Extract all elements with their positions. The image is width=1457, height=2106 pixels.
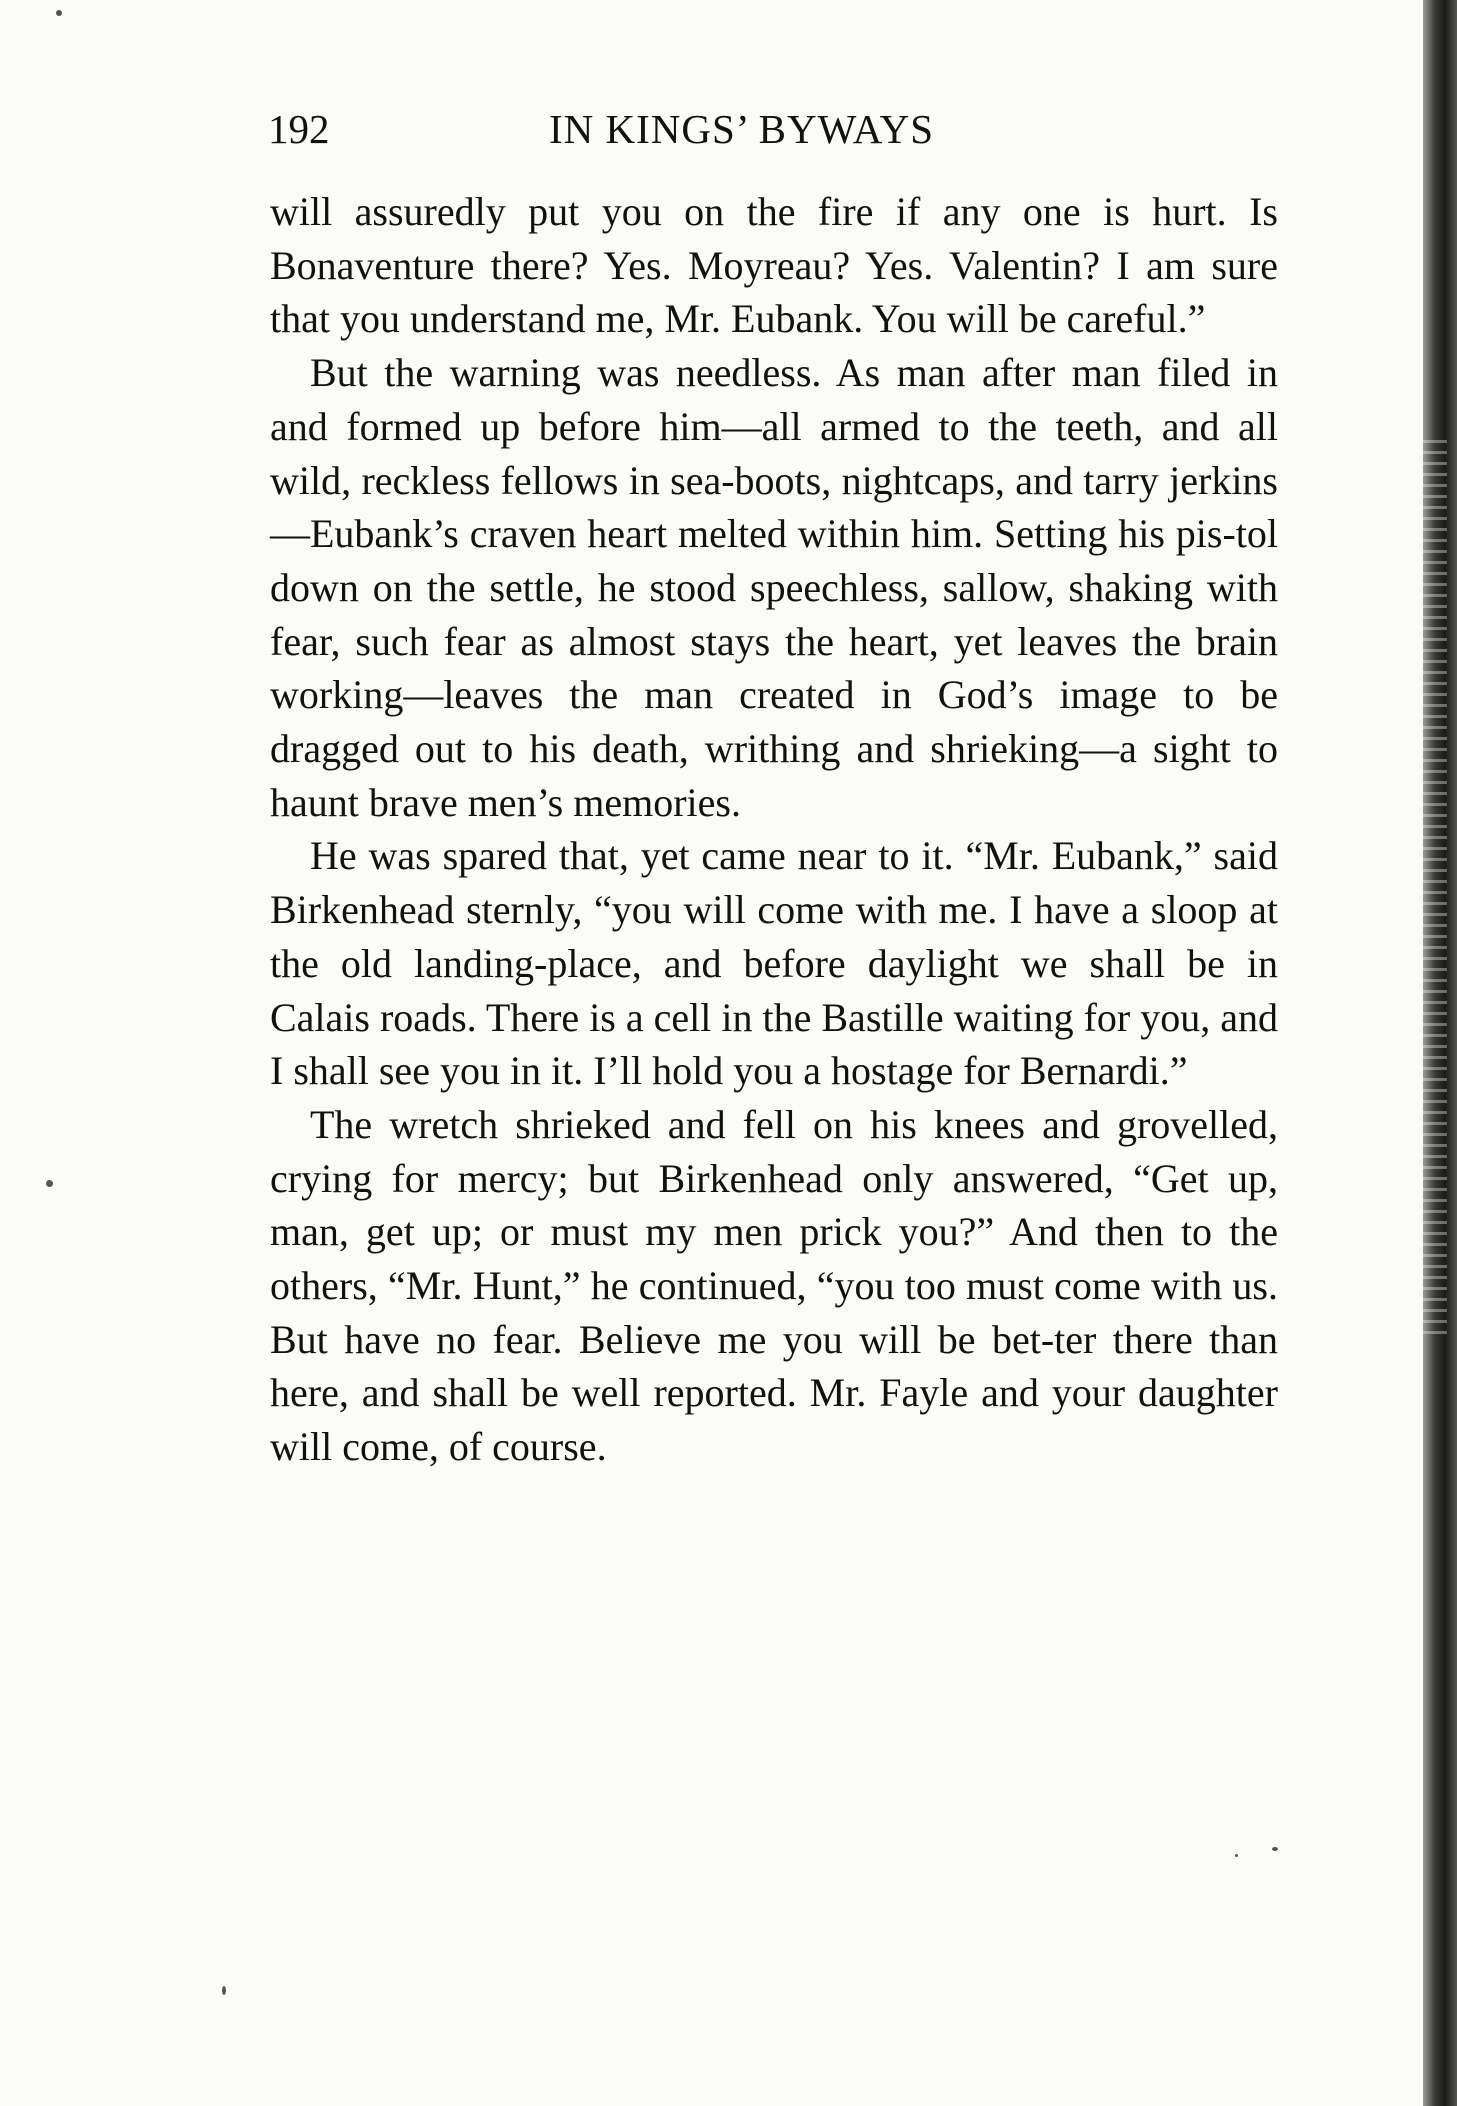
paragraph-1: will assuredly put you on the fire if any one is hurt. Is Bonaventure there? Yes. Moyreau? Yes. Valentin? I am sure that you understand me, Mr. Eubank. You will be careful.” (270, 189, 1278, 342)
scan-speck (1235, 1854, 1238, 1857)
scan-speck (56, 10, 62, 16)
page-number: 192 (268, 106, 330, 152)
paragraph-4: The wretch shrieked and fell on his knees and grovelled, crying for mercy; but Birkenhead only answered, “Get up, man, get up; or must my men prick you?” And then to the others, “Mr. Hunt,” he continued, “you too must come with us. But have no fear. Believe me you will be bet-ter there than here, and shall be well reported. Mr. Fayle and your daughter will come, of course. (270, 1101, 1278, 1470)
scan-speck (222, 1986, 226, 1995)
page-edge-texture (1417, 440, 1447, 1340)
scan-speck (1272, 1847, 1278, 1851)
book-title: IN KINGS’ BYWAYS (549, 106, 935, 152)
body-text (270, 185, 1278, 1474)
paragraph-2: But the warning was needless. As man after man filed in and formed up before him—all armed to the teeth, and all wild, reckless fellows in sea-boots, nightcaps, and tarry jerkins—Eubank’s craven heart melted within him. Setting his pis-tol down on the settle, he stood speechless, sallow, shaking with fear, such fear as almost stays the heart, yet leaves the brain working—leaves the man created in God’s image to be dragged out to his death, writhing and shrieking—a sight to haunt brave men’s memories. (270, 350, 1278, 825)
paragraph-3: He was spared that, yet came near to it. “Mr. Eubank,” said Birkenhead sternly, “you will come with me. I have a sloop at the old landing-place, and before daylight we shall be in Calais roads. There is a cell in the Bastille waiting for you, and I shall see you in it. I’ll hold you a hostage for Bernardi.” (270, 833, 1278, 1094)
scan-speck (46, 1180, 53, 1187)
running-head (268, 104, 1278, 154)
